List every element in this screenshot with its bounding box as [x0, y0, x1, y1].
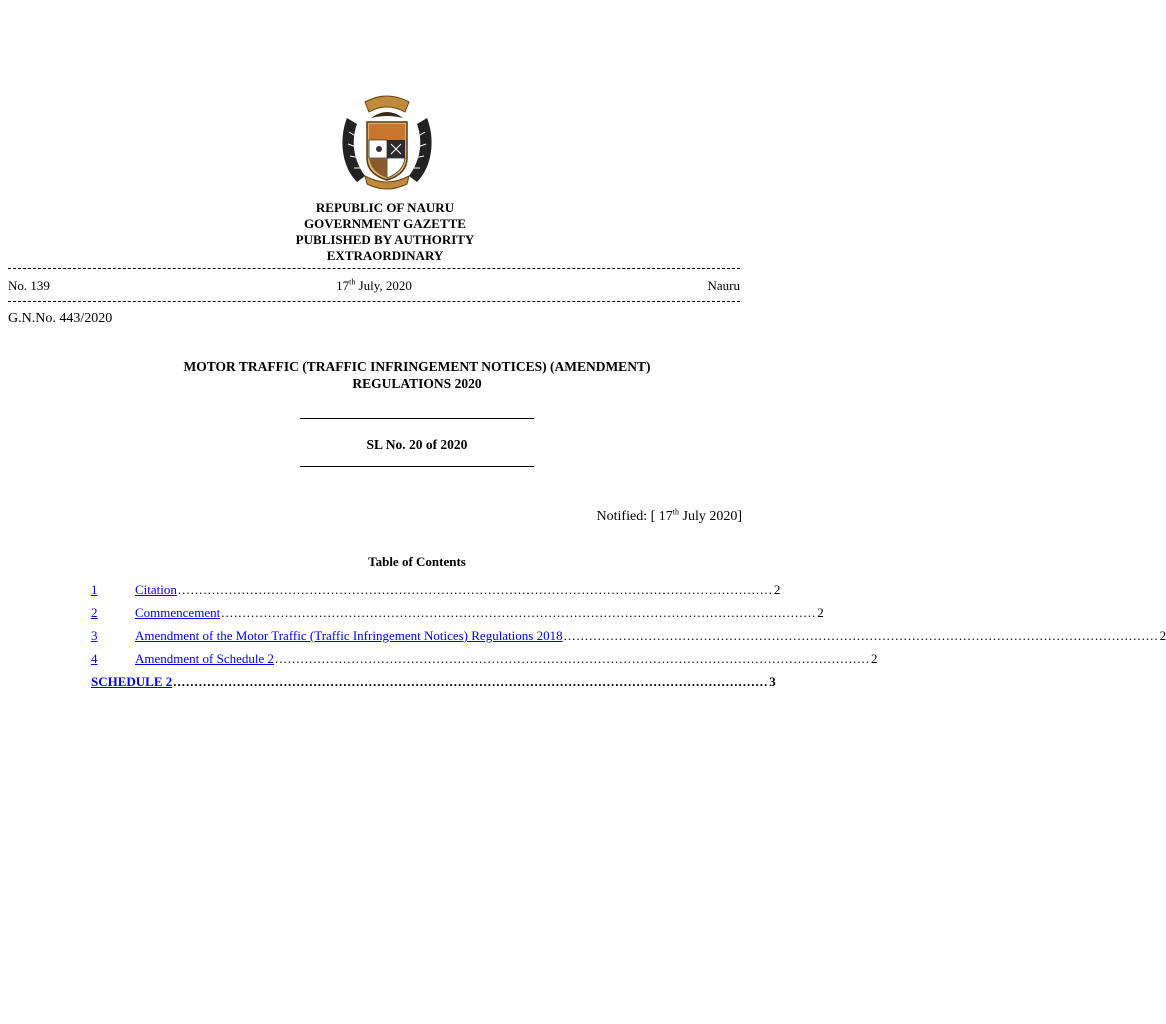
toc-schedule-link[interactable]: SCHEDULE 2 — [91, 674, 173, 689]
header-line-republic: REPUBLIC OF NAURU — [315, 200, 455, 215]
sl-number: SL No. 20 of 2020 — [366, 437, 468, 452]
toc-entry-link[interactable]: Amendment of Schedule 2 — [135, 651, 274, 666]
document-title — [0, 358, 834, 392]
title-rule-top — [300, 418, 534, 419]
toc-entry-schedule[interactable] — [91, 670, 776, 693]
toc-schedule-page: 3 — [769, 674, 776, 689]
dashed-divider-bottom — [8, 301, 740, 302]
toc-entry-page: 2 — [1159, 628, 1166, 643]
header-line-gazette: GOVERNMENT GAZETTE — [304, 216, 466, 231]
gazette-notice-number: G.N.No. 443/2020 — [8, 311, 113, 326]
table-of-contents — [91, 578, 1166, 693]
issue-place: Nauru — [707, 278, 740, 293]
toc-entry-page: 2 — [817, 605, 824, 620]
toc-entry-page: 2 — [773, 582, 781, 597]
dashed-divider-top — [8, 268, 740, 269]
issue-date — [8, 278, 740, 294]
toc-entry-link[interactable]: Amendment of the Motor Traffic (Traffic Infringement Notices) Regulations 2018 — [135, 628, 563, 643]
nauru-coat-of-arms-icon — [335, 88, 439, 192]
toc-leader-dots: ............................................................................................................................................ — [563, 628, 1159, 643]
toc-entry-citation[interactable] — [91, 578, 781, 601]
issue-date-day: 17 — [336, 278, 350, 293]
toc-entry-link[interactable]: Citation — [135, 582, 177, 597]
issue-date-suffix: th — [349, 277, 356, 287]
toc-entry-number[interactable]: 4 — [91, 651, 98, 666]
toc-heading: Table of Contents — [368, 554, 466, 569]
title-line-1: MOTOR TRAFFIC (TRAFFIC INFRINGEMENT NOTICES) (AMENDMENT) — [183, 359, 651, 374]
toc-leader-dots: ............................................................................................................................................ — [177, 582, 773, 597]
toc-entry-commencement[interactable] — [91, 601, 824, 624]
toc-entry-link[interactable]: Commencement — [135, 605, 221, 620]
issue-date-rest: July, 2020 — [355, 278, 412, 293]
toc-entry-page: 2 — [871, 651, 878, 666]
toc-leader-dots: ............................................................................................................................................ — [221, 605, 817, 620]
issue-row — [8, 278, 740, 294]
header-line-authority: PUBLISHED BY AUTHORITY — [295, 232, 475, 247]
toc-entry-number[interactable]: 3 — [91, 628, 98, 643]
toc-entry-amendment-regulations[interactable] — [91, 624, 1166, 647]
gazette-header — [0, 200, 770, 264]
toc-entry-number[interactable]: 2 — [91, 605, 98, 620]
title-rule-bottom — [300, 466, 534, 467]
toc-leader-dots: ............................................................................................................................................ — [275, 651, 870, 666]
notified-date — [597, 509, 742, 525]
notified-prefix: Notified: [ 17 — [596, 509, 673, 524]
toc-leader-dots: ............................................................................................................................................ — [173, 674, 769, 689]
toc-entry-amendment-schedule[interactable] — [91, 647, 878, 670]
issue-number: No. 139 — [8, 278, 50, 293]
title-line-2: REGULATIONS 2020 — [352, 376, 482, 391]
header-line-extraordinary: EXTRAORDINARY — [326, 248, 444, 263]
notified-rest: July 2020] — [679, 509, 742, 524]
notified-suffix: th — [672, 507, 679, 517]
toc-entry-number[interactable]: 1 — [91, 582, 98, 597]
